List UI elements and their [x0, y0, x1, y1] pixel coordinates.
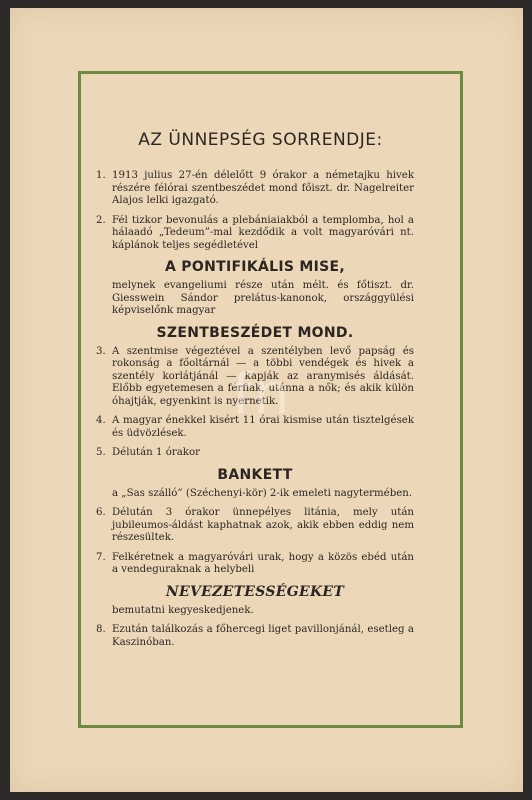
item-text: Ezután találkozás a főhercegi liget pavillonjánál, esetleg a Kaszinóban.	[112, 624, 414, 648]
item-number: 6.	[96, 507, 106, 518]
item-text: A magyar énekkel kisért 11 órai kismise után tisztelgések és üdvözlések.	[112, 415, 414, 439]
item-number: 1.	[96, 170, 106, 181]
program-item	[96, 507, 414, 545]
item-text: Délután 3 órakor ünnepélyes litánia, mely után jubileumos-áldást kaphatnak azok, akik ebben eddig nem részesültek.	[112, 507, 414, 543]
item-number: 3.	[96, 345, 106, 357]
program-item	[96, 215, 414, 253]
heading-sermon: SZENTBESZÉDET MOND.	[156, 324, 354, 341]
watermark-logo: fn	[232, 362, 292, 427]
item-number: 4.	[96, 415, 106, 426]
sights-detail-text: bemutatni kegyeskedjenek.	[112, 604, 254, 616]
program-content	[96, 170, 414, 656]
program-item	[96, 415, 414, 440]
program-item	[96, 624, 414, 649]
program-title: AZ ÜNNEPSÉG SORRENDJE:	[138, 130, 383, 150]
program-item	[96, 447, 414, 460]
item-text: Délután 1 órakor	[112, 447, 200, 458]
item-number: 2.	[96, 214, 106, 226]
item-text: Felkéretnek a magyaróvári urak, hogy a közös ebéd után a vendeguraknak a helybeli	[112, 551, 414, 575]
item-text: A szentmise végeztével a szentélyben levő papság és rokonság a főoltárnál — a többi vendégek és hivek a szentély korlátjánál — kapják az aranymisés áldását. Előbb egyetemesen a férfiak, utánna a nők; és akik külön óhajtják, egyenkint is nyernetik.	[112, 345, 414, 407]
heading-banquet: BANKETT	[217, 466, 293, 483]
program-item	[96, 346, 414, 409]
program-item	[96, 552, 414, 577]
banquet-detail-text: a „Sas szálló” (Széchenyi-kör) 2-ik emeleti nagytermében.	[112, 487, 413, 499]
item-number: 8.	[96, 624, 106, 635]
item-text: Fél tizkor bevonulás a plebániaiakból a templomba, hol a hálaadó „Tedeum”-mal kezdődik a volt magyaróvári nt. káplánok teljes segédletével	[112, 214, 414, 251]
item-number: 7.	[96, 551, 106, 563]
heading-sights: NEVEZETESSÉGEKET	[165, 583, 345, 600]
heading-pontifical-mass: A PONTIFIKÁLIS MISE,	[165, 259, 345, 275]
mass-detail-text: melynek evangeliumi része után mélt. és főtiszt. dr. Giesswein Sándor prelátus-kanonok, országgyülési képviselőnk magyar	[112, 280, 414, 316]
program-item	[96, 170, 414, 208]
item-number: 5.	[96, 447, 106, 458]
item-text: 1913 julius 27-én délelőtt 9 órakor a németajku hivek részére félórai szentbeszédet mond főiszt. dr. Nagelreiter Alajos lelki igazgató.	[112, 170, 414, 206]
